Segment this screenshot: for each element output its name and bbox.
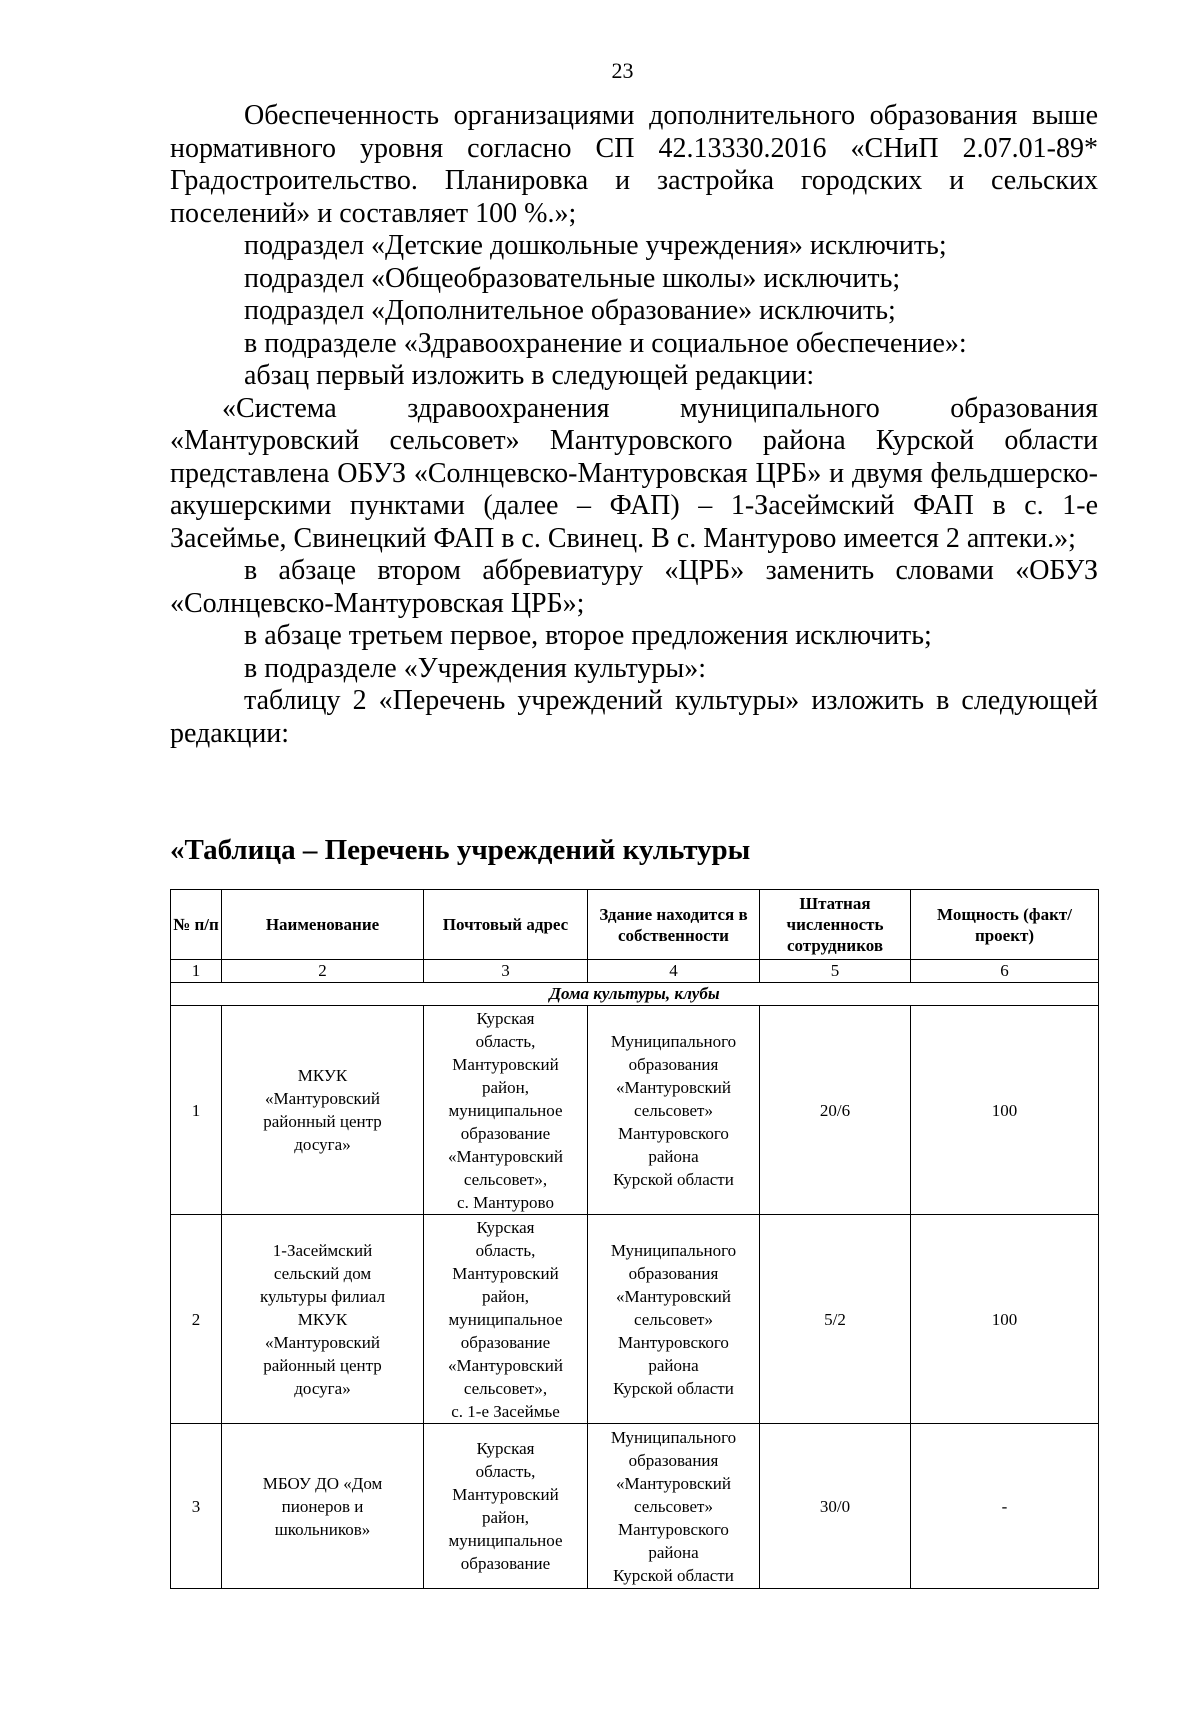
capacity: 100: [911, 1215, 1099, 1424]
cell-line: районный центр: [263, 1112, 382, 1131]
cell-line: Муниципального: [610, 1240, 737, 1260]
cell-line: Мантуровский: [452, 1263, 559, 1283]
cell-line: Мантуровский: [452, 1485, 559, 1504]
row-number: 2: [171, 1215, 222, 1424]
cell-line: образования: [628, 1054, 719, 1074]
cell-line: сельсовет»,: [463, 1378, 548, 1398]
paragraph: подраздел «Общеобразовательные школы» исключить;: [244, 262, 901, 294]
cell-line: районный центр: [263, 1355, 382, 1375]
column-number: 4: [588, 960, 760, 983]
header-cell: Наименование: [222, 890, 424, 960]
column-number: 2: [222, 960, 424, 983]
cell-line: муниципальное: [448, 1309, 563, 1329]
row-number: 3: [171, 1424, 222, 1589]
table-row: [171, 1424, 1099, 1589]
cell-line: «Мантуровский: [616, 1077, 731, 1097]
section-title: Дома культуры, клубы: [171, 983, 1099, 1006]
row-number: 1: [171, 1006, 222, 1215]
cell-line: сельсовет»: [634, 1309, 713, 1329]
cell-line: сельсовет»,: [463, 1169, 548, 1189]
cell-line: МБОУ ДО «Дом: [262, 1473, 383, 1493]
cell-line: Курская: [476, 1217, 535, 1237]
cell-line: района: [648, 1542, 699, 1562]
header-cell: № п/п: [171, 890, 222, 960]
postal-address: [424, 1006, 588, 1215]
column-number: 6: [911, 960, 1099, 983]
institution-name: [222, 1424, 424, 1589]
cell-line: «Мантуровский: [448, 1355, 563, 1375]
cell-line: «Мантуровский: [616, 1473, 731, 1493]
cell-line: МКУК: [297, 1066, 348, 1085]
table-header-row: [171, 890, 1099, 960]
section-row: [171, 983, 1099, 1006]
cell-line: сельский дом: [273, 1263, 372, 1283]
cell-line: с. Мантурово: [457, 1192, 554, 1212]
column-number: 1: [171, 960, 222, 983]
cell-line: района: [648, 1355, 699, 1375]
cell-line: район,: [482, 1286, 529, 1306]
header-cell: Здание находится в собственности: [588, 890, 760, 960]
cell-line: «Мантуровский: [448, 1146, 563, 1166]
staff-count: 5/2: [760, 1215, 911, 1424]
cell-line: Мантуровский: [452, 1054, 559, 1074]
staff-count: 20/6: [760, 1006, 911, 1215]
cell-line: муниципальное: [448, 1100, 563, 1120]
cell-line: МКУК: [297, 1309, 348, 1329]
cell-line: образования: [628, 1263, 719, 1283]
paragraph: в абзаце втором аббревиатуру «ЦРБ» заменить словами «ОБУЗ «Солнцевско-Мантуровская ЦРБ»;: [170, 555, 1098, 619]
cell-line: Курская: [476, 1008, 535, 1028]
cell-line: «Мантуровский: [265, 1089, 380, 1108]
postal-address: [424, 1215, 588, 1424]
cell-line: района: [648, 1146, 699, 1166]
cell-line: Курской области: [613, 1565, 734, 1585]
paragraph: в подразделе «Здравоохранение и социальное обеспечение»:: [244, 327, 967, 359]
cell-line: досуга»: [294, 1135, 351, 1154]
postal-address: [424, 1424, 588, 1589]
cell-line: образование: [460, 1332, 551, 1352]
cell-line: досуга»: [294, 1378, 351, 1398]
staff-count: 30/0: [760, 1424, 911, 1589]
cell-line: область,: [475, 1031, 536, 1051]
paragraph: Обеспеченность организациями дополнительного образования выше нормативного уровня согласно СП 42.13330.2016 «СНиП 2.07.01-89* Градостроительство. Планировка и застройка городских и сельских поселений» и составляет 100 %.»;: [170, 100, 1098, 229]
header-cell: Мощность (факт/проект): [911, 890, 1099, 960]
column-number: 3: [424, 960, 588, 983]
paragraph: в абзаце третьем первое, второе предложения исключить;: [244, 620, 932, 651]
header-cell: Почтовый адрес: [424, 890, 588, 960]
table-row: [171, 1215, 1099, 1424]
paragraph: подраздел «Дополнительное образование» исключить;: [244, 295, 896, 326]
paragraph: подраздел «Детские дошкольные учреждения» исключить;: [244, 230, 947, 261]
cell-line: «Мантуровский: [265, 1332, 380, 1352]
cell-line: Курская: [476, 1439, 535, 1458]
institution-name: [222, 1215, 424, 1424]
paragraph: в подразделе «Учреждения культуры»:: [244, 652, 707, 684]
paragraph: таблицу 2 «Перечень учреждений культуры» изложить в следующей редакции:: [170, 685, 1098, 749]
table-caption: «Таблица – Перечень учреждений культуры: [170, 834, 751, 866]
page-number: 23: [611, 58, 634, 83]
building-owner: [588, 1424, 760, 1589]
cell-line: образования: [628, 1450, 719, 1470]
header-cell: Штатная численность сотрудников: [760, 890, 911, 960]
cell-line: Мантуровского: [618, 1123, 729, 1143]
cell-line: культуры филиал: [259, 1286, 386, 1306]
cell-line: район,: [482, 1077, 529, 1097]
cell-line: область,: [475, 1240, 536, 1260]
cell-line: область,: [475, 1462, 536, 1481]
building-owner: [588, 1006, 760, 1215]
cell-line: с. 1-е Засеймье: [451, 1401, 560, 1421]
institution-name: [222, 1006, 424, 1215]
cell-line: сельсовет»: [634, 1100, 713, 1120]
cell-line: Мантуровского: [618, 1519, 729, 1539]
table-row: [171, 1006, 1099, 1215]
cell-line: образование: [460, 1554, 551, 1573]
cell-line: Курской области: [613, 1378, 734, 1398]
cell-line: сельсовет»: [634, 1496, 713, 1516]
cell-line: Муниципального: [610, 1031, 737, 1051]
capacity: -: [911, 1424, 1099, 1589]
cell-line: образование: [460, 1123, 551, 1143]
column-number-row: [171, 960, 1099, 983]
cell-line: школьников»: [274, 1519, 371, 1539]
cell-line: муниципальное: [448, 1531, 563, 1550]
cell-line: район,: [482, 1508, 529, 1527]
document-body: [170, 100, 1098, 750]
paragraph: абзац первый изложить в следующей редакции:: [244, 360, 815, 391]
column-number: 5: [760, 960, 911, 983]
building-owner: [588, 1215, 760, 1424]
cell-line: «Мантуровский: [616, 1286, 731, 1306]
cell-line: Муниципального: [610, 1427, 737, 1447]
cell-line: Курской области: [613, 1169, 734, 1189]
cell-line: Мантуровского: [618, 1332, 729, 1352]
paragraph-quote: «Система здравоохранения муниципального образования «Мантуровский сельсовет» Мантуровского района Курской области представлена ОБУЗ «Солнцевско-Мантуровская ЦРБ» и двумя фельдшерско-акушерскими пунктами (далее – ФАП) – 1-Засеймский ФАП в с. 1-е Засеймье, Свинецкий ФАП в с. Свинец. В с. Мантурово имеется 2 аптеки.»;: [170, 392, 1098, 554]
capacity: 100: [911, 1006, 1099, 1215]
cell-line: пионеров и: [281, 1496, 364, 1516]
culture-institutions-table: [170, 889, 1099, 1589]
cell-line: 1-Засеймский: [272, 1240, 373, 1260]
